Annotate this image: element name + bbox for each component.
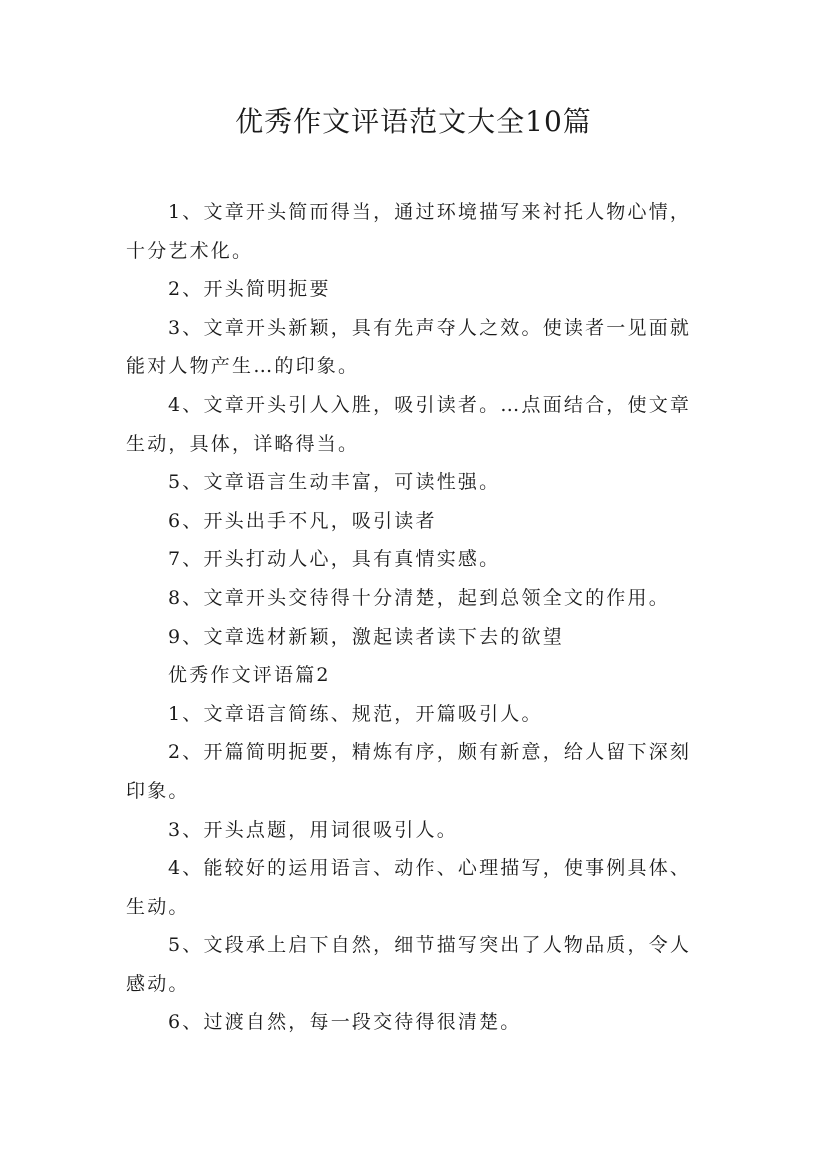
paragraph: 3、文章开头新颖，具有先声夺人之效。使读者一见面就能对人物产生…的印象。	[126, 316, 692, 378]
paragraph: 4、能较好的运用语言、动作、心理描写，使事例具体、生动。	[126, 857, 692, 918]
paragraph: 5、文段承上启下自然，细节描写突出了人物品质，令人感动。	[126, 934, 692, 995]
paragraph: 6、开头出手不凡，吸引读者	[168, 509, 437, 532]
paragraph: 1、文章语言简练、规范，开篇吸引人。	[168, 702, 543, 725]
paragraph: 1、文章开头简而得当，通过环境描写来衬托人物心情，十分艺术化。	[126, 201, 692, 262]
paragraph: 2、开篇简明扼要，精炼有序，颇有新意，给人留下深刻印象。	[126, 741, 692, 802]
paragraph: 6、过渡自然，每一段交待得很清楚。	[168, 1011, 522, 1034]
paragraph: 2、开头简明扼要	[168, 278, 331, 301]
paragraph: 3、开头点题，用词很吸引人。	[168, 818, 458, 841]
paragraph: 9、文章选材新颖，激起读者读下去的欲望	[168, 625, 564, 648]
document-body	[126, 193, 706, 1042]
paragraph: 8、文章开头交待得十分清楚，起到总领全文的作用。	[168, 586, 670, 609]
document-title: 优秀作文评语范文大全10篇	[235, 105, 592, 138]
paragraph: 5、文章语言生动丰富，可读性强。	[168, 471, 501, 494]
section-heading: 优秀作文评语篇2	[168, 664, 331, 687]
paragraph: 4、文章开头引人入胜，吸引读者。…点面结合，使文章生动，具体，详略得当。	[126, 393, 692, 455]
paragraph: 7、开头打动人心，具有真情实感。	[168, 548, 501, 571]
